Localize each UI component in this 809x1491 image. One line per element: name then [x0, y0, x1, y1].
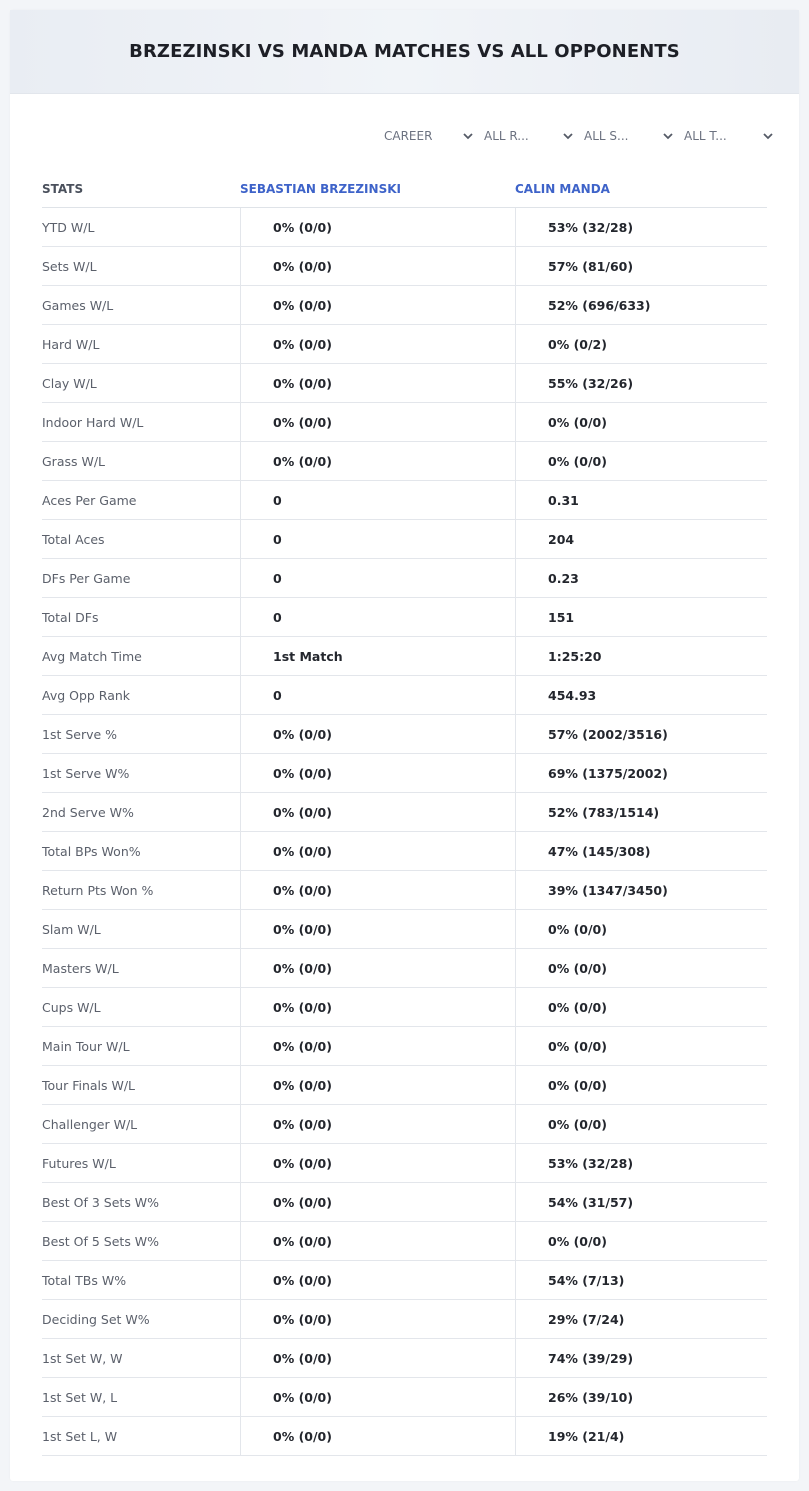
table-row — [42, 715, 767, 754]
table-row — [42, 559, 767, 598]
player2-value: 26% (39/10) — [515, 1378, 767, 1416]
stat-label: 2nd Serve W% — [42, 804, 134, 820]
player1-value: 0% (0/0) — [240, 403, 515, 441]
filter-label: ALL S... — [584, 129, 629, 143]
player1-value: 0% (0/0) — [240, 871, 515, 909]
page-title: BRZEZINSKI VS MANDA MATCHES VS ALL OPPONENTS — [129, 41, 680, 62]
stat-label: Avg Match Time — [42, 648, 142, 664]
player2-value: 204 — [515, 520, 767, 558]
player2-value: 0% (0/0) — [515, 1066, 767, 1104]
stat-label: Slam W/L — [42, 921, 101, 937]
player1-value: 0% (0/0) — [240, 910, 515, 948]
player2-value: 0% (0/0) — [515, 949, 767, 987]
stat-label: Challenger W/L — [42, 1116, 138, 1132]
player1-value: 0 — [240, 559, 515, 597]
chevron-down-icon — [462, 130, 474, 142]
table-body — [42, 208, 767, 1456]
player1-value: 0% (0/0) — [240, 1105, 515, 1143]
stat-label: Total BPs Won% — [42, 843, 141, 859]
stat-label: 1st Serve % — [42, 726, 118, 742]
player2-value: 52% (696/633) — [515, 286, 767, 324]
stat-label: Futures W/L — [42, 1155, 116, 1171]
filter-tournament-select[interactable] — [684, 126, 784, 146]
stat-label: DFs Per Game — [42, 570, 131, 586]
player1-value: 0% (0/0) — [240, 1222, 515, 1260]
player2-value: 55% (32/26) — [515, 364, 767, 402]
table-row — [42, 1027, 767, 1066]
stat-label: Grass W/L — [42, 453, 106, 469]
stat-label: Clay W/L — [42, 375, 97, 391]
player1-value: 0% (0/0) — [240, 1066, 515, 1104]
table-row — [42, 364, 767, 403]
table-row — [42, 1417, 767, 1456]
player1-value: 0% (0/0) — [240, 1261, 515, 1299]
stat-label: YTD W/L — [42, 219, 95, 235]
player2-value: 0% (0/2) — [515, 325, 767, 363]
column-header-player1[interactable]: SEBASTIAN BRZEZINSKI — [240, 181, 401, 196]
table-row — [42, 481, 767, 520]
player1-value: 0 — [240, 676, 515, 714]
stat-label: Total Aces — [42, 531, 105, 547]
stat-label: 1st Set W, L — [42, 1389, 118, 1405]
player2-value: 57% (81/60) — [515, 247, 767, 285]
player1-value: 0% (0/0) — [240, 793, 515, 831]
player1-value: 0% (0/0) — [240, 208, 515, 246]
table-row — [42, 1261, 767, 1300]
table-header — [42, 170, 767, 208]
player1-value: 0% (0/0) — [240, 949, 515, 987]
table-row — [42, 676, 767, 715]
player1-value: 0% (0/0) — [240, 1339, 515, 1377]
table-row — [42, 910, 767, 949]
table-row — [42, 754, 767, 793]
player1-value: 0% (0/0) — [240, 286, 515, 324]
table-row — [42, 403, 767, 442]
table-row — [42, 1378, 767, 1417]
player1-value: 0% (0/0) — [240, 325, 515, 363]
filter-bar — [384, 126, 784, 146]
stat-label: Return Pts Won % — [42, 882, 154, 898]
player2-value: 19% (21/4) — [515, 1417, 767, 1455]
player1-value: 0% (0/0) — [240, 364, 515, 402]
stat-label: Main Tour W/L — [42, 1038, 130, 1054]
chevron-down-icon — [762, 130, 774, 142]
player1-value: 0% (0/0) — [240, 1144, 515, 1182]
stat-label: 1st Serve W% — [42, 765, 130, 781]
stat-label: Indoor Hard W/L — [42, 414, 144, 430]
stat-label: Aces Per Game — [42, 492, 137, 508]
stats-card — [10, 10, 799, 1481]
player2-value: 53% (32/28) — [515, 208, 767, 246]
player2-value: 0% (0/0) — [515, 910, 767, 948]
table-row — [42, 1183, 767, 1222]
table-row — [42, 598, 767, 637]
player1-value: 0% (0/0) — [240, 1417, 515, 1455]
player1-value: 0% (0/0) — [240, 988, 515, 1026]
player2-value: 52% (783/1514) — [515, 793, 767, 831]
player1-value: 0% (0/0) — [240, 1027, 515, 1065]
stats-table — [42, 170, 767, 1456]
player1-value: 0 — [240, 481, 515, 519]
table-row — [42, 208, 767, 247]
player1-value: 0% (0/0) — [240, 1300, 515, 1338]
player2-value: 1:25:20 — [515, 637, 767, 675]
stat-label: Cups W/L — [42, 999, 101, 1015]
filter-label: ALL T... — [684, 129, 727, 143]
player2-value: 0% (0/0) — [515, 988, 767, 1026]
card-header — [10, 10, 799, 94]
table-row — [42, 871, 767, 910]
player2-value: 74% (39/29) — [515, 1339, 767, 1377]
player2-value: 53% (32/28) — [515, 1144, 767, 1182]
player2-value: 69% (1375/2002) — [515, 754, 767, 792]
player1-value: 0 — [240, 598, 515, 636]
table-row — [42, 1222, 767, 1261]
player1-value: 0% (0/0) — [240, 715, 515, 753]
player2-value: 0% (0/0) — [515, 1027, 767, 1065]
table-row — [42, 949, 767, 988]
player2-value: 0% (0/0) — [515, 1105, 767, 1143]
stat-label: Best Of 5 Sets W% — [42, 1233, 160, 1249]
player1-value: 0% (0/0) — [240, 442, 515, 480]
player2-value: 454.93 — [515, 676, 767, 714]
filter-surface-select[interactable] — [584, 126, 684, 146]
player1-value: 0% (0/0) — [240, 247, 515, 285]
player2-value: 54% (7/13) — [515, 1261, 767, 1299]
table-row — [42, 1300, 767, 1339]
stat-label: Total DFs — [42, 609, 99, 625]
stat-label: Masters W/L — [42, 960, 119, 976]
player2-value: 29% (7/24) — [515, 1300, 767, 1338]
table-row — [42, 1339, 767, 1378]
stat-label: Deciding Set W% — [42, 1311, 150, 1327]
stat-label: Sets W/L — [42, 258, 97, 274]
stat-label: Avg Opp Rank — [42, 687, 131, 703]
table-row — [42, 325, 767, 364]
table-row — [42, 442, 767, 481]
stat-label: Best Of 3 Sets W% — [42, 1194, 160, 1210]
stat-label: Tour Finals W/L — [42, 1077, 136, 1093]
chevron-down-icon — [562, 130, 574, 142]
table-row — [42, 832, 767, 871]
filter-label: ALL R... — [484, 129, 529, 143]
player2-value: 47% (145/308) — [515, 832, 767, 870]
stat-label: Games W/L — [42, 297, 114, 313]
player2-value: 0% (0/0) — [515, 403, 767, 441]
column-header-player2[interactable]: CALIN MANDA — [515, 181, 610, 196]
player2-value: 54% (31/57) — [515, 1183, 767, 1221]
player2-value: 151 — [515, 598, 767, 636]
player2-value: 0% (0/0) — [515, 442, 767, 480]
table-row — [42, 637, 767, 676]
stat-label: Total TBs W% — [42, 1272, 127, 1288]
table-row — [42, 1105, 767, 1144]
stat-label: Hard W/L — [42, 336, 100, 352]
player1-value: 0% (0/0) — [240, 754, 515, 792]
player1-value: 0 — [240, 520, 515, 558]
filter-label: CAREER — [384, 129, 433, 143]
table-row — [42, 1144, 767, 1183]
player2-value: 39% (1347/3450) — [515, 871, 767, 909]
chevron-down-icon — [662, 130, 674, 142]
filter-period-select[interactable] — [384, 126, 484, 146]
player1-value: 0% (0/0) — [240, 832, 515, 870]
table-row — [42, 1066, 767, 1105]
stat-label: 1st Set L, W — [42, 1428, 118, 1444]
filter-round-select[interactable] — [484, 126, 584, 146]
player1-value: 0% (0/0) — [240, 1183, 515, 1221]
column-header-stats: STATS — [42, 181, 84, 196]
player2-value: 0.31 — [515, 481, 767, 519]
player1-value: 1st Match — [240, 637, 515, 675]
player1-value: 0% (0/0) — [240, 1378, 515, 1416]
table-row — [42, 988, 767, 1027]
table-row — [42, 247, 767, 286]
table-row — [42, 286, 767, 325]
table-row — [42, 793, 767, 832]
stat-label: 1st Set W, W — [42, 1350, 123, 1366]
player2-value: 0.23 — [515, 559, 767, 597]
table-row — [42, 520, 767, 559]
player2-value: 57% (2002/3516) — [515, 715, 767, 753]
player2-value: 0% (0/0) — [515, 1222, 767, 1260]
